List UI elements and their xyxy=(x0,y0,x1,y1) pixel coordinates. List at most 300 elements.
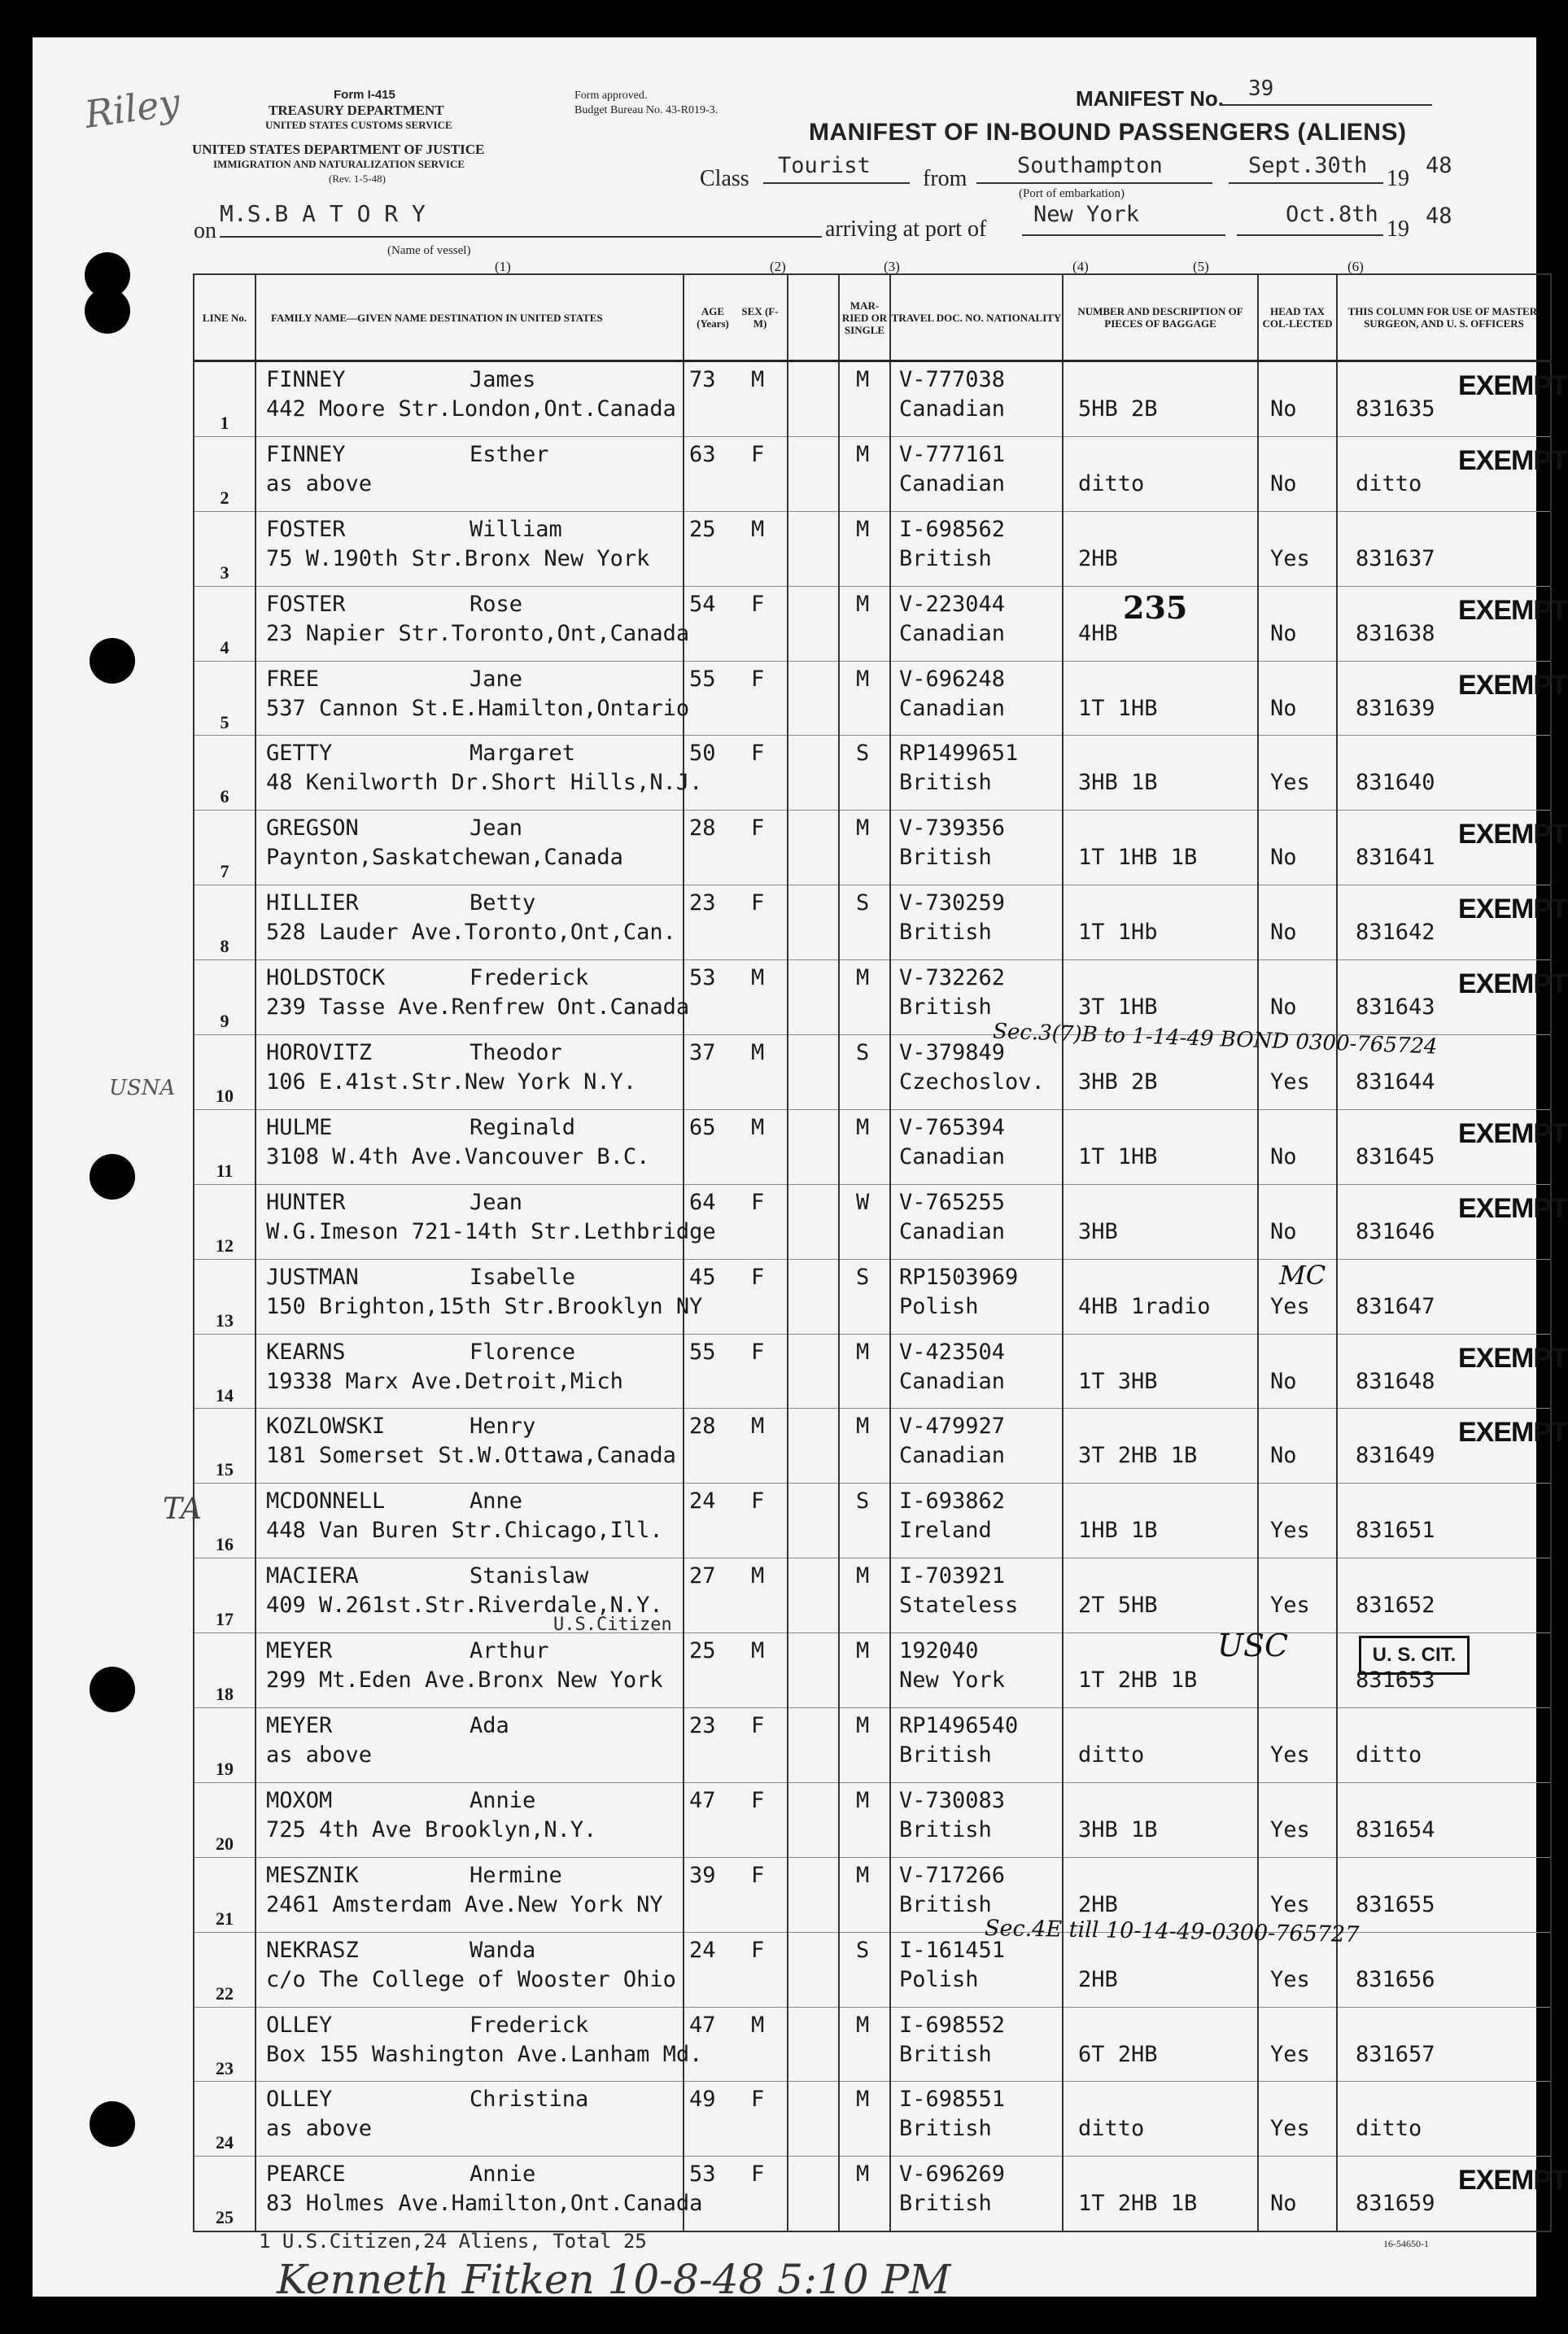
master-cell xyxy=(1337,1334,1567,1409)
spacer-cell xyxy=(788,436,839,511)
baggage-cell xyxy=(1063,1708,1258,1783)
nationality: Canadian xyxy=(899,695,1006,721)
line-cell xyxy=(194,361,256,437)
usc-handwritten: USC xyxy=(1217,1628,1289,1663)
sex: M xyxy=(751,2012,765,2038)
head-tax: Yes xyxy=(1270,1518,1310,1544)
footer-code: 16-54650-1 xyxy=(1383,2238,1429,2249)
master-number: 831654 xyxy=(1356,1816,1435,1842)
headtax-cell xyxy=(1258,2157,1337,2231)
baggage-cell xyxy=(1063,436,1258,511)
given-name: Arthur xyxy=(470,1638,549,1664)
exempt-stamp: EXEMPT xyxy=(1458,594,1567,626)
arrival-year-prefix: 19 xyxy=(1387,216,1409,242)
head-tax: No xyxy=(1270,994,1297,1021)
married-cell xyxy=(839,1334,890,1409)
destination: 528 Lauder Ave.Toronto,Ont,Can. xyxy=(266,920,676,946)
age-sex-cell xyxy=(684,1782,788,1857)
married-cell xyxy=(839,2082,890,2157)
spacer-cell xyxy=(788,736,839,811)
col-spacer xyxy=(788,274,839,361)
given-name: Betty xyxy=(470,890,536,916)
line-cell xyxy=(194,1484,256,1558)
table-row xyxy=(194,1259,1551,1334)
binder-hole xyxy=(90,638,135,684)
master-cell xyxy=(1337,1184,1567,1259)
head-tax: Yes xyxy=(1270,1069,1310,1095)
given-name: Isabelle xyxy=(470,1264,576,1290)
given-name: Hermine xyxy=(470,1862,562,1888)
head-tax: Yes xyxy=(1270,2116,1310,2142)
baggage: 4HB 1radio xyxy=(1078,1293,1211,1319)
line-cell xyxy=(194,511,256,586)
master-number: 831653 xyxy=(1356,1667,1435,1694)
baggage-cell xyxy=(1063,1409,1258,1484)
head-tax: Yes xyxy=(1270,1593,1310,1619)
nationality: Czechoslov. xyxy=(899,1069,1045,1095)
headtax-cell xyxy=(1258,2007,1337,2082)
baggage-cell xyxy=(1063,661,1258,736)
spacer-cell xyxy=(788,1782,839,1857)
line-number: 15 xyxy=(216,1459,234,1480)
justice-dept: UNITED STATES DEPARTMENT OF JUSTICE xyxy=(192,142,485,157)
master-cell xyxy=(1337,736,1551,811)
spacer-cell xyxy=(788,1708,839,1783)
baggage: 3T 2HB 1B xyxy=(1078,1443,1198,1469)
departure-year: 48 xyxy=(1426,153,1452,178)
baggage: 1T 1HB xyxy=(1078,1143,1158,1169)
name-cell xyxy=(256,661,690,736)
travel-doc: RP1496540 xyxy=(899,1713,1019,1739)
line-number: 16 xyxy=(216,1534,234,1555)
surname: HULME xyxy=(266,1114,333,1140)
col-number: (1) xyxy=(495,259,511,274)
head-tax: No xyxy=(1270,1218,1297,1244)
name-cell xyxy=(256,2082,684,2157)
table-row xyxy=(194,361,1551,437)
age: 55 xyxy=(689,1339,716,1365)
travel-cell xyxy=(890,1932,1063,2007)
headtax-cell xyxy=(1258,511,1337,586)
baggage: 3HB 1B xyxy=(1078,770,1158,796)
travel-cell xyxy=(890,1035,1063,1110)
travel-doc: V-479927 xyxy=(899,1414,1006,1440)
surname: MEYER xyxy=(266,1713,333,1739)
age: 49 xyxy=(689,2087,716,2113)
baggage: 2HB xyxy=(1078,545,1118,571)
name-cell xyxy=(256,1932,684,2007)
spacer-cell xyxy=(788,1484,839,1558)
travel-doc: I-698552 xyxy=(899,2012,1006,2038)
surname: FOSTER xyxy=(266,591,346,617)
head-tax: No xyxy=(1270,470,1297,496)
travel-doc: V-379849 xyxy=(899,1040,1006,1066)
nationality: Canadian xyxy=(899,1218,1006,1244)
master-cell xyxy=(1337,586,1567,661)
surname: FINNEY xyxy=(266,367,346,392)
headtax-cell xyxy=(1258,1558,1337,1633)
from-line xyxy=(976,182,1212,184)
given-name: Jean xyxy=(470,815,523,841)
spacer-cell xyxy=(788,1035,839,1110)
given-name: Rose xyxy=(470,591,523,617)
travel-doc: V-696248 xyxy=(899,666,1006,692)
table-row xyxy=(194,2157,1551,2231)
baggage: 1T 2HB 1B xyxy=(1078,2191,1198,2217)
married-cell xyxy=(839,1782,890,1857)
spacer-cell xyxy=(788,1334,839,1409)
table-row xyxy=(194,1109,1551,1184)
surname: MACIERA xyxy=(266,1563,359,1589)
sex: M xyxy=(751,1563,765,1589)
given-name: Margaret xyxy=(470,741,576,767)
on-label: on xyxy=(194,218,216,243)
budget-bureau: Budget Bureau No. 43-R019-3. xyxy=(574,104,718,116)
line-cell xyxy=(194,1932,256,2007)
age-sex-cell xyxy=(684,1409,788,1484)
exempt-stamp: EXEMPT xyxy=(1458,968,1567,1000)
name-cell xyxy=(256,1484,684,1558)
travel-cell xyxy=(890,885,1063,960)
vessel-line xyxy=(220,236,822,238)
table-row xyxy=(194,2082,1551,2157)
surname: KEARNS xyxy=(266,1339,346,1365)
master-number: 831638 xyxy=(1356,620,1435,646)
name-cell xyxy=(256,1035,684,1110)
surname: HOLDSTOCK xyxy=(266,965,386,991)
master-cell xyxy=(1337,511,1551,586)
travel-cell xyxy=(890,1633,1063,1708)
marital-status: M xyxy=(856,1414,870,1440)
baggage-cell xyxy=(1063,1109,1258,1184)
master-number: 831649 xyxy=(1356,1443,1435,1469)
sex: F xyxy=(751,591,765,617)
married-cell xyxy=(839,2007,890,2082)
line-cell xyxy=(194,1259,256,1334)
married-cell xyxy=(839,1932,890,2007)
table-row xyxy=(194,1708,1551,1783)
age-sex-cell xyxy=(684,436,788,511)
nationality: British xyxy=(899,1742,992,1768)
age-sex-cell xyxy=(684,1035,788,1110)
destination: 150 Brighton,15th Str.Brooklyn NY xyxy=(266,1293,703,1319)
age: 73 xyxy=(689,367,716,392)
destination: 2461 Amsterdam Ave.New York NY xyxy=(266,1891,663,1917)
age: 25 xyxy=(689,516,716,542)
marital-status: M xyxy=(856,2161,870,2188)
master-number: 831648 xyxy=(1356,1368,1435,1394)
arrival-year: 48 xyxy=(1426,203,1452,229)
baggage: 2T 5HB xyxy=(1078,1593,1158,1619)
baggage-cell xyxy=(1063,736,1258,811)
age-sex-cell xyxy=(684,1558,788,1633)
travel-doc: V-730259 xyxy=(899,890,1006,916)
line-number: 8 xyxy=(220,936,229,957)
col-baggage: NUMBER AND DESCRIPTION OF PIECES OF BAGGAGE xyxy=(1063,274,1258,361)
baggage-cell xyxy=(1063,2082,1258,2157)
master-number: ditto xyxy=(1356,2116,1422,2142)
sex: M xyxy=(751,1414,765,1440)
sex: F xyxy=(751,1713,765,1739)
line-cell xyxy=(194,1782,256,1857)
age-sex-cell xyxy=(684,1857,788,1932)
marital-status: M xyxy=(856,1339,870,1365)
name-cell xyxy=(256,1708,684,1783)
master-cell xyxy=(1337,1109,1567,1184)
sex: M xyxy=(751,1638,765,1664)
head-tax: Yes xyxy=(1270,1816,1310,1842)
destination: 75 W.190th Str.Bronx New York xyxy=(266,545,650,571)
age: 23 xyxy=(689,1713,716,1739)
master-cell xyxy=(1337,1857,1551,1932)
married-cell xyxy=(839,1558,890,1633)
headtax-cell xyxy=(1258,2082,1337,2157)
age-sex-cell xyxy=(684,2157,788,2231)
exempt-stamp: EXEMPT xyxy=(1458,1192,1567,1224)
travel-cell xyxy=(890,511,1063,586)
immigration-service: IMMIGRATION AND NATURALIZATION SERVICE xyxy=(213,158,465,170)
marital-status: M xyxy=(856,1787,870,1813)
marital-status: M xyxy=(856,591,870,617)
master-cell xyxy=(1337,811,1567,885)
baggage: 3HB 2B xyxy=(1078,1069,1158,1095)
age-sex-cell xyxy=(684,1184,788,1259)
margin-note-ta: TA xyxy=(163,1493,203,1526)
travel-doc: V-732262 xyxy=(899,965,1006,991)
given-name: James xyxy=(470,367,536,392)
headtax-cell xyxy=(1258,811,1337,885)
col-headtax: HEAD TAX COL-LECTED xyxy=(1258,274,1337,361)
nationality: Canadian xyxy=(899,1368,1006,1394)
head-tax: No xyxy=(1270,2191,1297,2217)
master-cell xyxy=(1337,2007,1551,2082)
nationality: British xyxy=(899,2116,992,2142)
destination: 299 Mt.Eden Ave.Bronx New York xyxy=(266,1667,663,1694)
name-cell xyxy=(256,1782,684,1857)
col-age: AGE (Years) xyxy=(697,305,729,330)
master-cell xyxy=(1337,1259,1551,1334)
age-sex-cell xyxy=(684,361,788,437)
line-cell xyxy=(194,1633,256,1708)
line-cell xyxy=(194,1558,256,1633)
bond-note-row22: Sec.4E till 10-14-49-0300-765727 xyxy=(984,1915,1360,1948)
binder-hole xyxy=(90,1154,135,1200)
headtax-cell xyxy=(1258,361,1337,437)
name-cell xyxy=(256,1334,684,1409)
master-number: 831637 xyxy=(1356,545,1435,571)
age: 24 xyxy=(689,1937,716,1963)
married-cell xyxy=(839,586,890,661)
destination: 23 Napier Str.Toronto,Ont,Canada xyxy=(266,620,690,646)
given-name: Jean xyxy=(470,1189,523,1215)
marital-status: S xyxy=(856,1488,870,1514)
nationality: British xyxy=(899,2041,992,2067)
table-row xyxy=(194,2007,1551,2082)
nationality: British xyxy=(899,1891,992,1917)
port-embarkation-note: (Port of embarkation) xyxy=(1019,187,1125,200)
baggage-cell xyxy=(1063,1259,1258,1334)
class-line xyxy=(763,182,910,184)
marital-status: M xyxy=(856,441,870,467)
master-cell xyxy=(1337,661,1567,736)
line-cell xyxy=(194,586,256,661)
travel-cell xyxy=(890,2157,1063,2231)
age: 54 xyxy=(689,591,716,617)
col-sex: SEX (F-M) xyxy=(741,305,779,330)
marital-status: S xyxy=(856,1937,870,1963)
married-cell xyxy=(839,361,890,437)
initials-row13: MC xyxy=(1279,1260,1326,1291)
footer-total: 1 U.S.Citizen,24 Aliens, Total 25 xyxy=(259,2230,647,2253)
age-sex-cell xyxy=(684,1708,788,1783)
line-cell xyxy=(194,2007,256,2082)
binder-hole xyxy=(90,1667,135,1712)
head-tax: No xyxy=(1270,920,1297,946)
head-tax: Yes xyxy=(1270,545,1310,571)
surname: OLLEY xyxy=(266,2012,333,2038)
master-cell xyxy=(1337,361,1567,437)
surname: GETTY xyxy=(266,741,333,767)
spacer-cell xyxy=(788,1109,839,1184)
line-number: 1 xyxy=(220,413,229,433)
page-title: MANIFEST OF IN-BOUND PASSENGERS (ALIENS) xyxy=(809,119,1407,146)
headtax-cell xyxy=(1258,960,1337,1035)
revision: (Rev. 1-5-48) xyxy=(329,173,386,185)
spacer-cell xyxy=(788,1409,839,1484)
surname: OLLEY xyxy=(266,2087,333,2113)
headtax-cell xyxy=(1258,1334,1337,1409)
col-number: (4) xyxy=(1072,259,1089,274)
destination: W.G.Imeson 721-14th Str.Lethbridge xyxy=(266,1218,716,1244)
surname: PEARCE xyxy=(266,2161,346,2188)
master-number: 831645 xyxy=(1356,1143,1435,1169)
master-number: 831640 xyxy=(1356,770,1435,796)
travel-doc: V-765394 xyxy=(899,1114,1006,1140)
line-number: 9 xyxy=(220,1011,229,1032)
baggage: ditto xyxy=(1078,470,1145,496)
form-approved: Form approved. xyxy=(574,90,648,102)
baggage-cell xyxy=(1063,361,1258,437)
marital-status: M xyxy=(856,367,870,392)
age-sex-cell xyxy=(684,1109,788,1184)
travel-doc: V-739356 xyxy=(899,815,1006,841)
sex: F xyxy=(751,815,765,841)
spacer-cell xyxy=(788,1932,839,2007)
age: 63 xyxy=(689,441,716,467)
given-name: Annie xyxy=(470,1787,536,1813)
manifest-no-line xyxy=(1221,104,1432,106)
married-cell xyxy=(839,960,890,1035)
nationality: British xyxy=(899,920,992,946)
married-cell xyxy=(839,1259,890,1334)
travel-cell xyxy=(890,361,1063,437)
marital-status: M xyxy=(856,1638,870,1664)
given-name: Jane xyxy=(470,666,523,692)
master-number: ditto xyxy=(1356,470,1422,496)
destination: 537 Cannon St.E.Hamilton,Ontario xyxy=(266,695,690,721)
nationality: Canadian xyxy=(899,396,1006,422)
spacer-cell xyxy=(788,1558,839,1633)
line-cell xyxy=(194,1035,256,1110)
married-cell xyxy=(839,436,890,511)
married-cell xyxy=(839,1035,890,1110)
sex: M xyxy=(751,1114,765,1140)
headtax-cell xyxy=(1258,1484,1337,1558)
table-row xyxy=(194,1558,1551,1633)
surname: HOROVITZ xyxy=(266,1040,373,1066)
travel-cell xyxy=(890,586,1063,661)
master-cell xyxy=(1337,1484,1551,1558)
travel-cell xyxy=(890,661,1063,736)
married-cell xyxy=(839,1409,890,1484)
married-cell xyxy=(839,661,890,736)
master-number: 831652 xyxy=(1356,1593,1435,1619)
port-line xyxy=(1022,234,1225,236)
baggage: 1T 3HB xyxy=(1078,1368,1158,1394)
given-name: Reginald xyxy=(470,1114,576,1140)
line-number: 4 xyxy=(220,636,229,658)
exempt-stamp: EXEMPT xyxy=(1458,1342,1567,1374)
travel-doc: V-777161 xyxy=(899,441,1006,467)
us-cit-stamp: U. S. CIT. xyxy=(1359,1636,1470,1675)
nationality: British xyxy=(899,2191,992,2217)
master-cell xyxy=(1337,1708,1551,1783)
from-label: from xyxy=(923,166,967,191)
line-cell xyxy=(194,2082,256,2157)
sex: F xyxy=(751,1787,765,1813)
headtax-cell xyxy=(1258,586,1337,661)
line-cell xyxy=(194,1184,256,1259)
travel-cell xyxy=(890,2007,1063,2082)
spacer-cell xyxy=(788,1633,839,1708)
head-tax: No xyxy=(1270,845,1297,871)
spacer-cell xyxy=(788,2007,839,2082)
table-row xyxy=(194,586,1551,661)
head-tax: No xyxy=(1270,620,1297,646)
head-tax: Yes xyxy=(1270,770,1310,796)
married-cell xyxy=(839,1708,890,1783)
bond-note-row10: Sec.3(7)B to 1-14-49 BOND 0300-765724 xyxy=(992,1019,1439,1060)
married-cell xyxy=(839,811,890,885)
head-tax: No xyxy=(1270,1368,1297,1394)
marital-status: M xyxy=(856,516,870,542)
name-cell xyxy=(256,811,684,885)
age: 45 xyxy=(689,1264,716,1290)
nationality: Polish xyxy=(899,1966,979,1992)
date-line xyxy=(1229,182,1383,184)
line-number: 25 xyxy=(216,2207,234,2228)
travel-doc: I-698562 xyxy=(899,516,1006,542)
head-tax: No xyxy=(1270,1143,1297,1169)
nationality: New York xyxy=(899,1667,1006,1694)
destination: 48 Kenilworth Dr.Short Hills,N.J. xyxy=(266,770,703,796)
nationality: British xyxy=(899,770,992,796)
marital-status: M xyxy=(856,1862,870,1888)
line-cell xyxy=(194,1857,256,1932)
exempt-stamp: EXEMPT xyxy=(1458,1117,1567,1149)
arrival-date: Oct.8th xyxy=(1286,202,1378,227)
name-cell xyxy=(256,511,684,586)
arrival-port: New York xyxy=(1033,202,1140,227)
master-cell xyxy=(1337,2082,1551,2157)
master-number: 831643 xyxy=(1356,994,1435,1021)
head-tax: Yes xyxy=(1270,1891,1310,1917)
name-cell xyxy=(256,586,690,661)
nationality: Canadian xyxy=(899,1443,1006,1469)
spacer-cell xyxy=(788,1184,839,1259)
baggage-cell xyxy=(1063,2007,1258,2082)
travel-doc: RP1503969 xyxy=(899,1264,1019,1290)
